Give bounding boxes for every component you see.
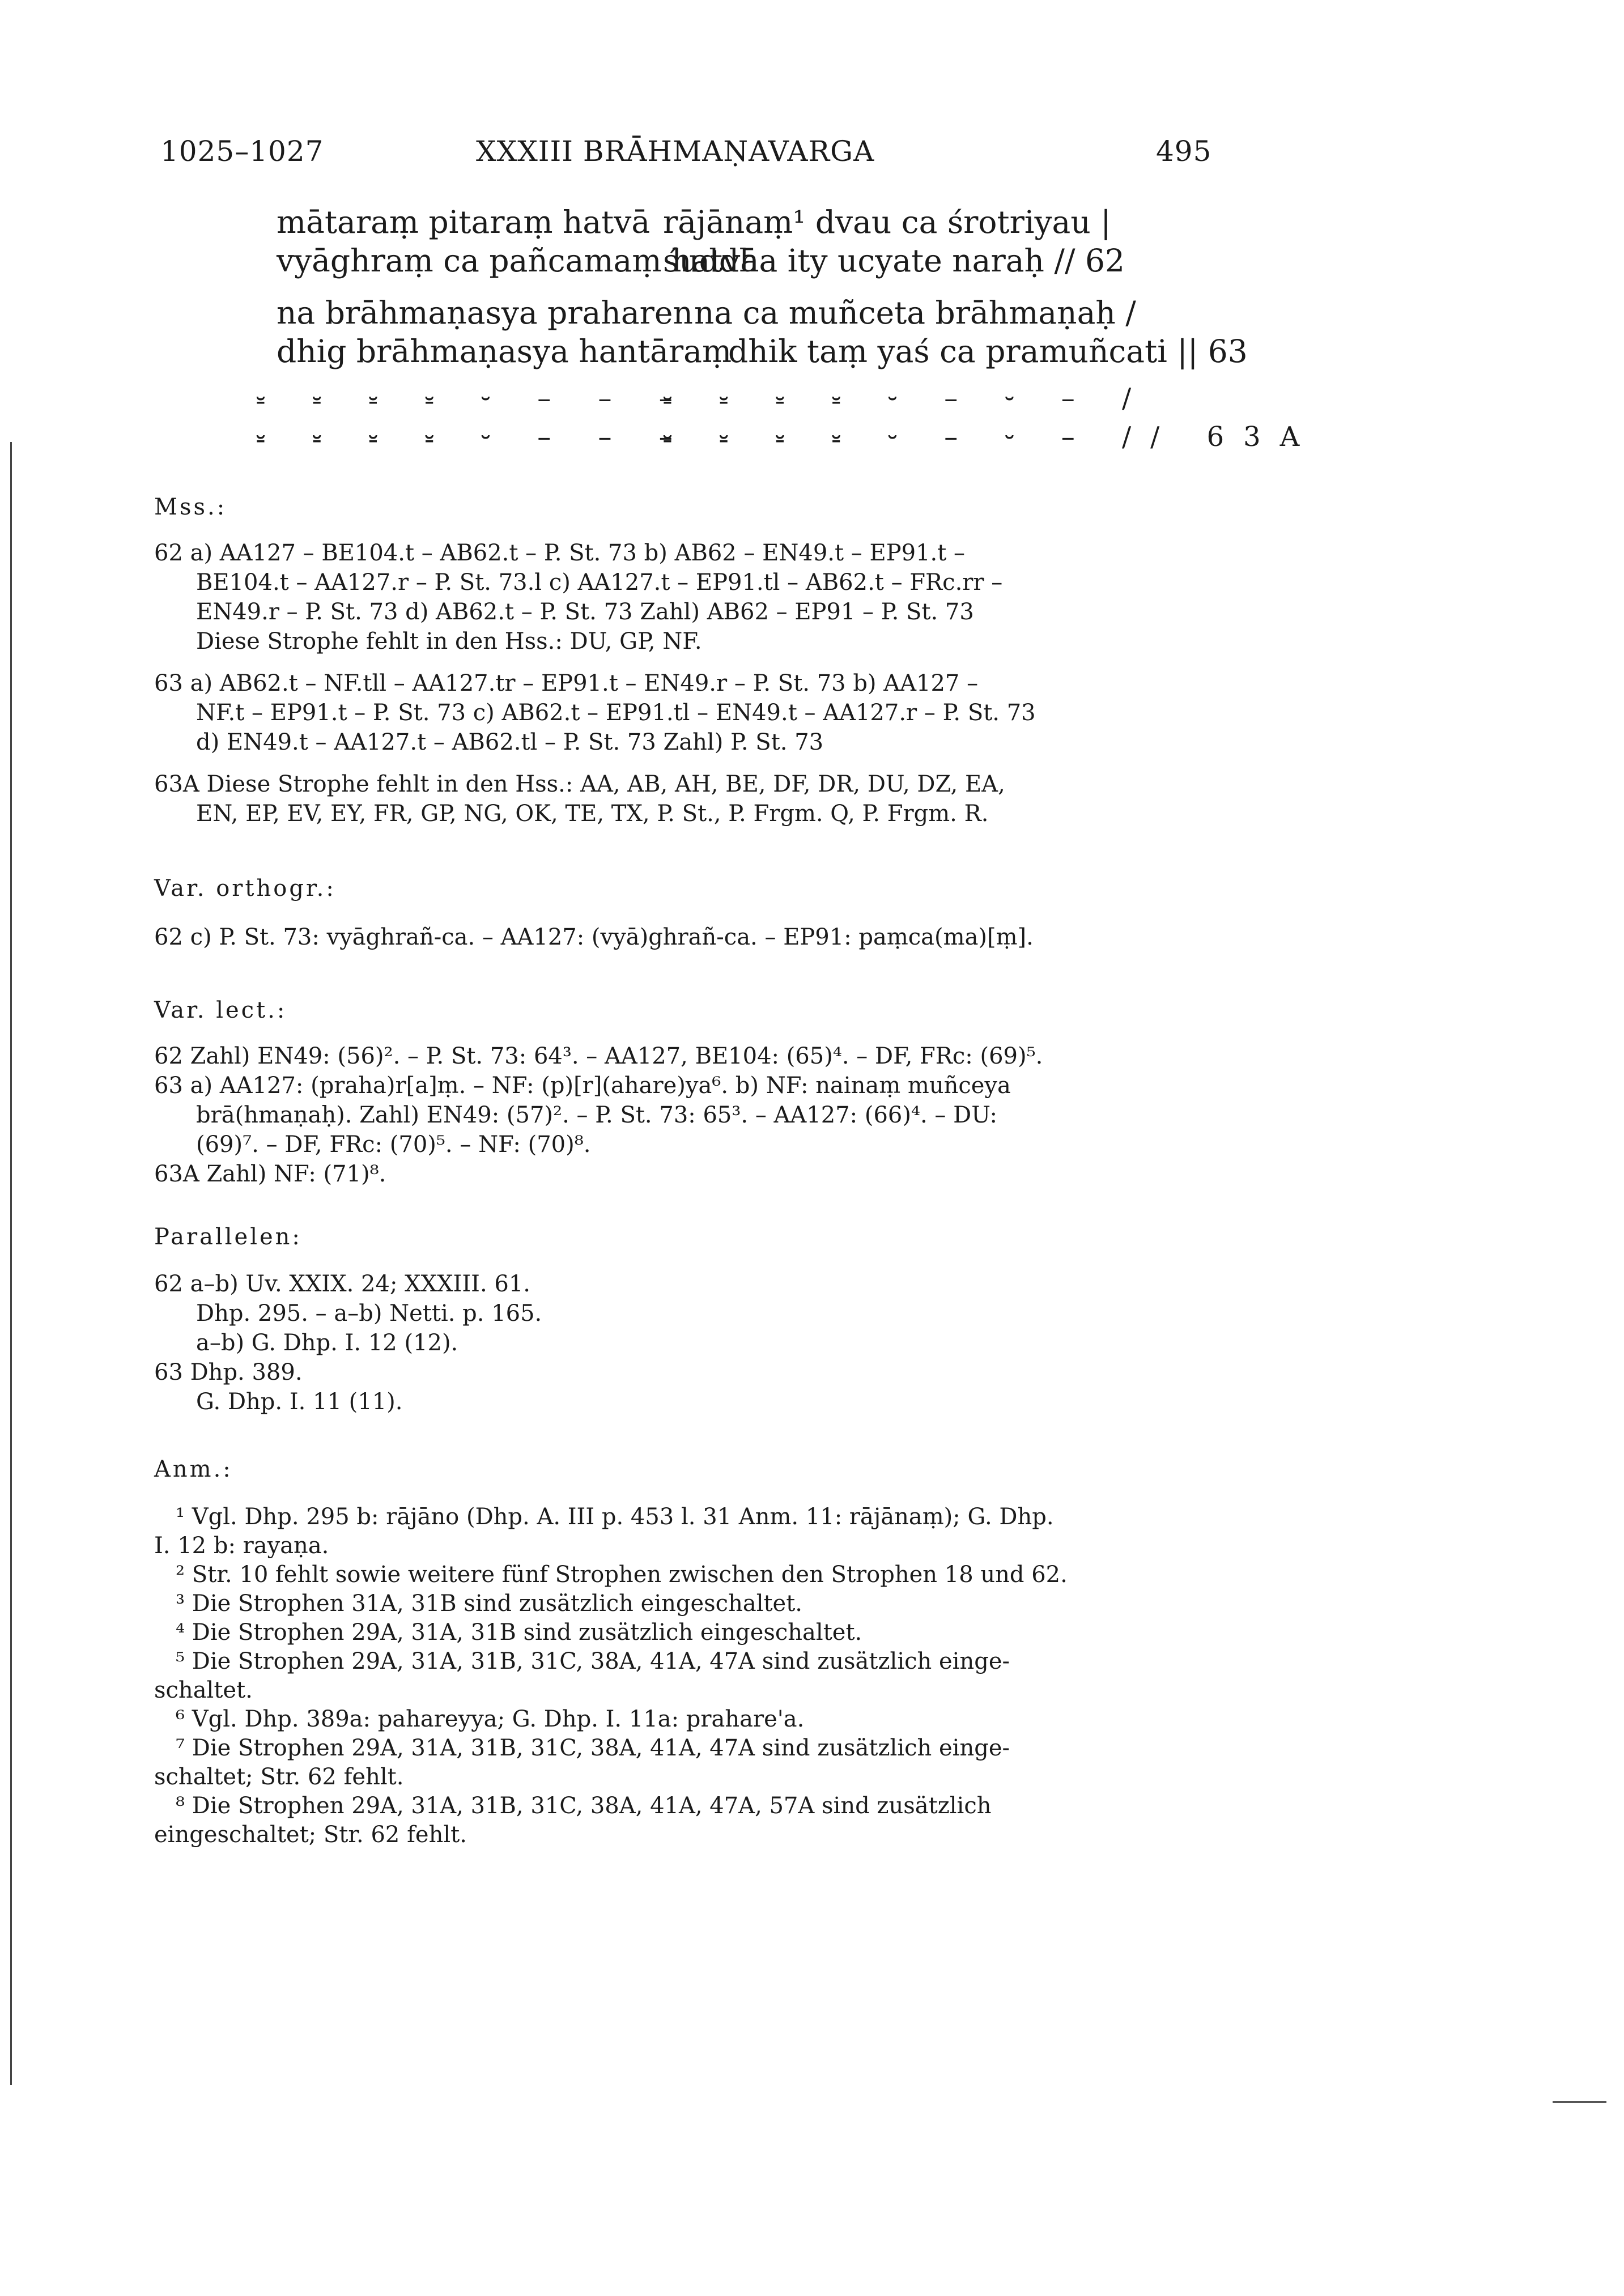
verse-63-pada-a: na brāhmaṇasya praharen — [277, 295, 693, 331]
mss-line: NF.t – EP91.t – P. St. 73 c) AB62.t – EP91.tl – EN49.t – AA127.r – P. St. 73 — [196, 700, 1036, 726]
var-lect-line: (69)⁷. – DF, FRc: (70)⁵. – NF: (70)⁸. — [196, 1132, 591, 1158]
parallelen-line: a–b) G. Dhp. I. 12 (12). — [196, 1330, 458, 1356]
var-lect-line: brā(hmaṇaḥ). Zahl) EN49: (57)². – P. St. 73: 65³. – AA127: (66)⁴. – DU: — [196, 1102, 997, 1128]
mss-line: Diese Strophe fehlt in den Hss.: DU, GP, NF. — [196, 628, 702, 654]
parallelen-line: 63 Dhp. 389. — [154, 1359, 303, 1385]
parallelen-block — [154, 1269, 542, 1417]
footnote-7: ⁷ Die Strophen 29A, 31A, 31B, 31C, 38A, 41A, 47A sind zusätzlich einge- — [176, 1735, 1010, 1761]
header-page-number: 495 — [1156, 135, 1212, 168]
mss-line: EN, EP, EV, EY, FR, GP, NG, OK, TE, TX, P. St., P. Frgm. Q, P. Frgm. R. — [196, 801, 989, 827]
left-margin-line — [10, 442, 12, 2085]
meter-line-1-b: ⏓ ⏓ ⏓ ⏓ ⏑ – ⏑ – / — [663, 382, 1151, 414]
parallelen-line: G. Dhp. I. 11 (11). — [196, 1389, 403, 1415]
footnote-5-cont: schaltet. — [154, 1677, 253, 1703]
var-orthogr-line: 62 c) P. St. 73: vyāghrañ-ca. – AA127: (vyā)ghrañ-ca. – EP91: paṃca(ma)[ṃ]. — [154, 924, 1034, 950]
verse-63-pada-b: na ca muñceta brāhmaṇaḥ / — [694, 295, 1136, 331]
parallelen-line: Dhp. 295. – a–b) Netti. p. 165. — [196, 1300, 542, 1326]
verse-62-pada-c: vyāghraṃ ca pañcamaṃ hatvā — [277, 243, 759, 279]
verse-62-pada-d: śuddha ity ucyate naraḥ // 62 — [663, 243, 1125, 279]
section-title-var-orthogr: Var. orthogr.: — [154, 875, 336, 902]
footnote-8-cont: eingeschaltet; Str. 62 fehlt. — [154, 1822, 467, 1848]
bottom-right-dash — [1553, 2101, 1606, 2103]
mss-line: d) EN49.t – AA127.t – AB62.tl – P. St. 73 Zahl) P. St. 73 — [196, 729, 824, 755]
footnote-5: ⁵ Die Strophen 29A, 31A, 31B, 31C, 38A, 41A, 47A sind zusätzlich einge- — [176, 1648, 1010, 1674]
footnote-1: ¹ Vgl. Dhp. 295 b: rājāno (Dhp. A. III p. 453 l. 31 Anm. 11: rājānaṃ); G. Dhp. — [176, 1504, 1054, 1530]
footnote-4: ⁴ Die Strophen 29A, 31A, 31B sind zusätzlich eingeschaltet. — [176, 1619, 862, 1646]
parallelen-line: 62 a–b) Uv. XXIX. 24; XXXIII. 61. — [154, 1271, 531, 1297]
verse-63-pada-d: dhik taṃ yaś ca pramuñcati || 63 — [728, 333, 1248, 369]
mss-line: 62 a) AA127 – BE104.t – AB62.t – P. St. 73 b) AB62 – EN49.t – EP91.t – — [154, 540, 966, 566]
header-page-range: 1025–1027 — [160, 135, 324, 168]
section-title-var-lect: Var. lect.: — [154, 997, 287, 1023]
footnote-8: ⁸ Die Strophen 29A, 31A, 31B, 31C, 38A, 41A, 47A, 57A sind zusätzlich — [176, 1793, 992, 1819]
mss-line: 63 a) AB62.t – NF.tll – AA127.tr – EP91.t – EN49.r – P. St. 73 b) AA127 – — [154, 670, 979, 696]
section-title-anm: Anm.: — [154, 1456, 233, 1482]
meter-line-2-a: ⏓ ⏓ ⏓ ⏓ ⏑ – – – — [256, 421, 692, 453]
section-title-parallelen: Parallelen: — [154, 1224, 302, 1250]
mss-line: 63A Diese Strophe fehlt in den Hss.: AA, AB, AH, BE, DF, DR, DU, DZ, EA, — [154, 771, 1005, 797]
verse-63-pada-c: dhig brāhmaṇasya hantāraṃ — [277, 333, 732, 369]
section-title-mss: Mss.: — [154, 494, 227, 520]
verse-62-pada-a: mātaraṃ pitaraṃ hatvā — [277, 204, 651, 240]
var-lect-line: 63 a) AA127: (praha)r[a]ṃ. – NF: (p)[r](ahare)ya⁶. b) NF: nainaṃ muñceya — [154, 1073, 1011, 1099]
footnote-2: ² Str. 10 fehlt sowie weitere fünf Strophen zwischen den Strophen 18 und 62. — [176, 1562, 1068, 1588]
header-chapter-title: XXXIII BRĀHMAṆAVARGA — [476, 135, 875, 168]
var-lect-block — [154, 1041, 1043, 1189]
mss-block — [154, 538, 1036, 828]
footnote-1-cont: I. 12 b: rayaṇa. — [154, 1533, 329, 1559]
footnote-7-cont: schaltet; Str. 62 fehlt. — [154, 1764, 404, 1790]
anm-block — [154, 1503, 1214, 1849]
verse-62-pada-b: rājānaṃ¹ dvau ca śrotriyau | — [663, 204, 1111, 240]
mss-line: EN49.r – P. St. 73 d) AB62.t – P. St. 73 Zahl) AB62 – EP91 – P. St. 73 — [196, 599, 974, 625]
footnote-3: ³ Die Strophen 31A, 31B sind zusätzlich eingeschaltet. — [176, 1591, 803, 1617]
var-orthogr-block — [154, 922, 1034, 952]
footnote-6: ⁶ Vgl. Dhp. 389a: pahareyya; G. Dhp. I. 11a: prahare'a. — [176, 1706, 805, 1732]
mss-line: BE104.t – AA127.r – P. St. 73.l c) AA127.t – EP91.tl – AB62.t – FRc.rr – — [196, 569, 1003, 596]
var-lect-line: 63A Zahl) NF: (71)⁸. — [154, 1161, 386, 1187]
meter-line-1-a: ⏓ ⏓ ⏓ ⏓ ⏑ – – – — [256, 382, 692, 414]
meter-line-2-b: ⏓ ⏓ ⏓ ⏓ ⏑ – ⏑ – // 63A — [663, 421, 1319, 453]
var-lect-line: 62 Zahl) EN49: (56)². – P. St. 73: 64³. – AA127, BE104: (65)⁴. – DF, FRc: (69)⁵. — [154, 1043, 1043, 1069]
